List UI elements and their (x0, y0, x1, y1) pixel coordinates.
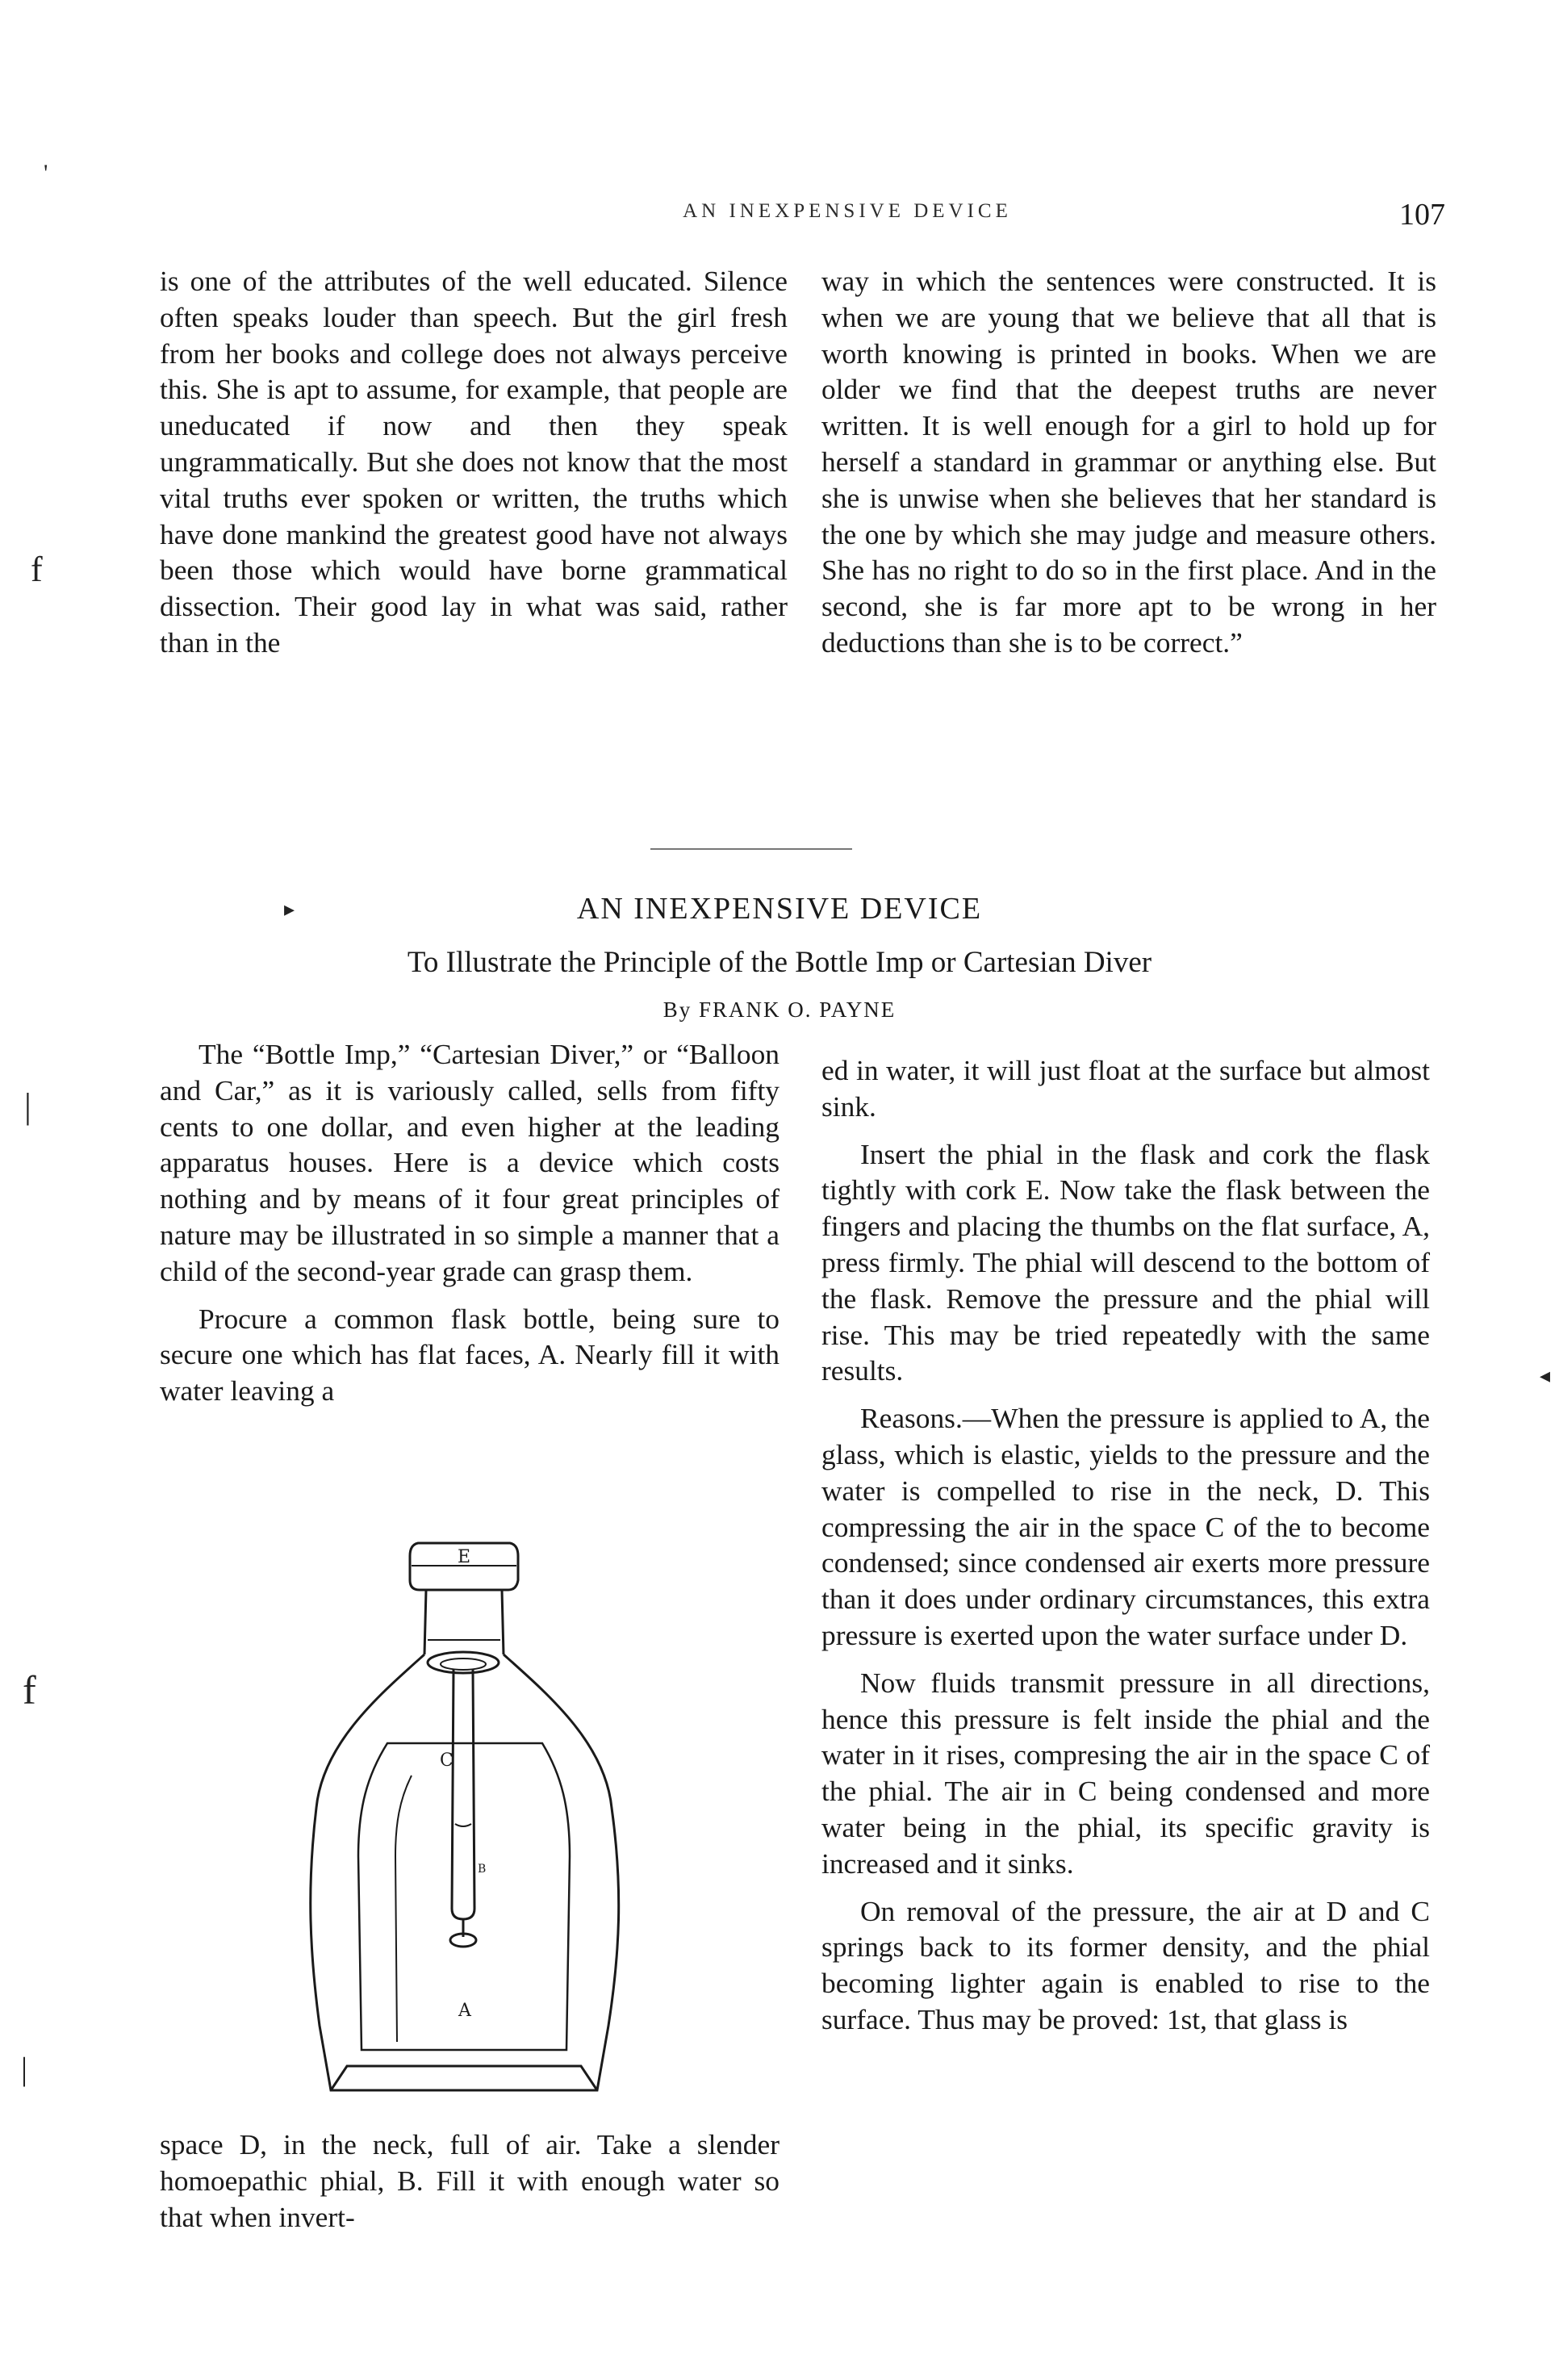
margin-mark: | (21, 2051, 28, 2087)
paragraph: The “Bottle Imp,” “Cartesian Diver,” or “Balloon and Car,” as it is variously called, sells from fifty cents to one dollar, and even higher at the leading apparatus houses. Here is a device which costs nothing and by means of it four great principles of nature may be illustrated in so simple a manner that a child of the second-year grade can grasp them. (160, 1038, 780, 1287)
page-number: 107 (1399, 198, 1445, 232)
article-left-column-continued (160, 2127, 780, 2235)
article-right-column (821, 1052, 1430, 2038)
paragraph: way in which the sentences were constructed. It is when we are young that we believe that all that is worth knowing is printed in books. When we are older we find that the deepest truths are never written. It is well enough for a girl to hold up for herself a standard in grammar or anything else. But she is unwise when she believes that her standard is the one by which she may judge and measure others. She has no right to do so in the first place. And in the second, she is far more apt to be wrong in her deductions than she is to be correct.” (821, 265, 1436, 659)
label-phial-air-c: C (440, 1750, 453, 1771)
byline: By FRANK O. PAYNE (662, 998, 897, 1022)
article-title: AN INEXPENSIVE DEVICE (576, 892, 983, 926)
paragraph: Procure a common flask bottle, being sure to secure one which has flat faces, A. Nearly fill it with water leaving a (160, 1302, 780, 1408)
paragraph: space D, in the neck, full of air. Take a slender homoepathic phial, B. Fill it with enough water so that when invert- (160, 2128, 780, 2233)
margin-mark: f (23, 1667, 36, 1713)
paragraph: Now fluids transmit pressure in all directions, hence this pressure is felt inside the phial and the water in it rises, compresing the air in the space C of the phial. The air in C being condensed and more water being in the phial, its specific gravity is increased and it sinks. (821, 1666, 1430, 1880)
paragraph: ed in water, it will just float at the surface but almost sink. (821, 1054, 1430, 1123)
label-cork-e: E (458, 1547, 471, 1567)
margin-mark: ◂ (1540, 1364, 1551, 1387)
section-divider (650, 848, 852, 850)
label-flask-a: A (458, 2001, 471, 2021)
previous-article-left-column (160, 263, 788, 661)
flask-drawing (290, 1533, 637, 2124)
margin-mark: f (31, 550, 43, 589)
paragraph: Reasons.—When the pressure is applied to A, the glass, which is elastic, yields to the pressure and the water is compelled to rise in the neck, D. This compressing the air in the space C of the to become condensed; since condensed air exerts more pressure than it does under ordinary circumstances, this extra pressure is exerted upon the water surface under D. (821, 1402, 1430, 1651)
label-phial-b: B (478, 1863, 487, 1876)
article-subtitle: To Illustrate the Principle of the Bottle Imp or Cartesian Diver (407, 946, 1152, 979)
previous-article-right-column (821, 263, 1436, 661)
flask-illustration (290, 1533, 637, 2124)
margin-mark: | (24, 1086, 31, 1126)
margin-mark: ' (44, 160, 48, 186)
article-left-column (160, 1036, 780, 1409)
paragraph: is one of the attributes of the well educated. Silence often speaks louder than speech. But the girl fresh from her books and college does not always perceive this. She is apt to assume, for example, that people are uneducated if now and then they speak ungrammatically. But she does not know that the most vital truths ever spoken or written, the truths which have done mankind the greatest good have not always been those which would have borne grammatical dissection. Their good lay in what was said, rather than in the (160, 265, 788, 659)
paragraph: On removal of the pressure, the air at D and C springs back to its former density, and the phial becoming lighter again is enabled to rise to the surface. Thus may be proved: 1st, that glass is (821, 1894, 1430, 2035)
margin-mark: ▸ (284, 897, 295, 921)
paragraph: Insert the phial in the flask and cork the flask tightly with cork E. Now take the flask between the fingers and placing the thumbs on the flat surface, A, press firmly. The phial will descend to the bottom of the flask. Remove the pressure and the phial will rise. This may be tried repeatedly with the same results. (821, 1137, 1430, 1387)
running-head: AN INEXPENSIVE DEVICE (683, 200, 1012, 222)
